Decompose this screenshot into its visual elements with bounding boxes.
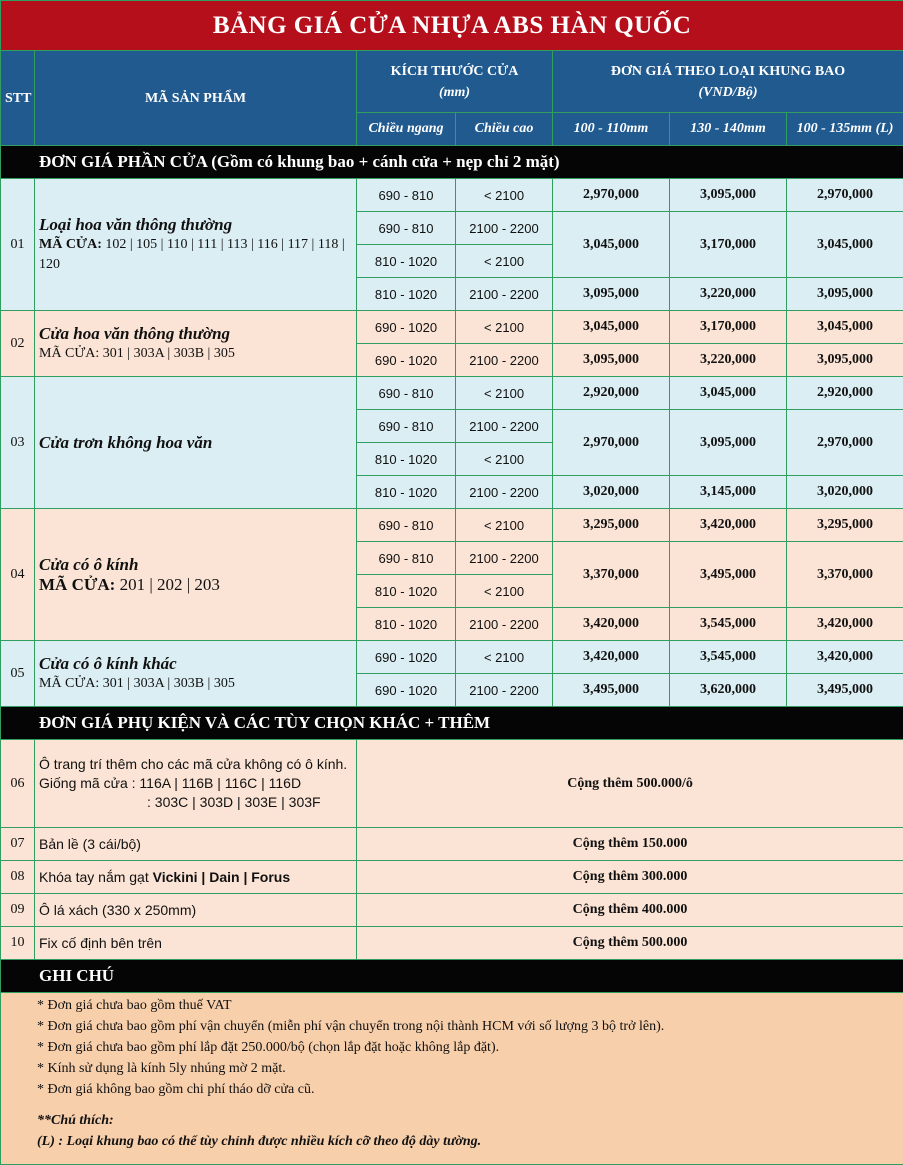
- product-cell: [35, 179, 357, 311]
- table-row: [1, 894, 903, 927]
- code-label: MÃ CỬA:: [39, 346, 99, 361]
- size-width: 690 - 810: [357, 542, 456, 575]
- header-size: [357, 51, 553, 113]
- product-codes: [39, 674, 352, 694]
- size-height: 2100 - 2200: [456, 212, 553, 245]
- price-frame-2: 3,095,000: [670, 179, 787, 212]
- header-size-title: KÍCH THƯỚC CỬA: [391, 64, 519, 79]
- header-price-unit: (VND/Bộ): [698, 85, 757, 100]
- size-height: < 2100: [456, 443, 553, 476]
- row-stt: 05: [1, 641, 35, 707]
- accessory-name: Khóa tay nắm gạt: [39, 869, 149, 885]
- size-width: 690 - 1020: [357, 641, 456, 674]
- price-frame-2: 3,095,000: [670, 410, 787, 476]
- header-frame-2: 130 - 140mm: [670, 113, 787, 146]
- size-width: 690 - 1020: [357, 311, 456, 344]
- price-frame-1: 3,045,000: [553, 311, 670, 344]
- size-height: 2100 - 2200: [456, 476, 553, 509]
- size-height: 2100 - 2200: [456, 674, 553, 707]
- header-width: Chiều ngang: [357, 113, 456, 146]
- header-frame-3: 100 - 135mm (L): [787, 113, 903, 146]
- price-frame-2: 3,145,000: [670, 476, 787, 509]
- size-height: 2100 - 2200: [456, 542, 553, 575]
- accessory-price: Cộng thêm 150.000: [357, 828, 903, 861]
- note-line: * Đơn giá không bao gồm chi phí tháo dỡ cửa cũ.: [37, 1079, 867, 1100]
- row-stt: 01: [1, 179, 35, 311]
- accessory-price: Cộng thêm 500.000/ô: [357, 740, 903, 828]
- price-frame-3: 3,495,000: [787, 674, 903, 707]
- price-frame-3: 3,370,000: [787, 542, 903, 608]
- product-cell: [35, 509, 357, 641]
- code-list: 201 | 202 | 203: [120, 575, 220, 594]
- price-frame-1: 3,045,000: [553, 212, 670, 278]
- price-frame-2: 3,170,000: [670, 212, 787, 278]
- size-width: 810 - 1020: [357, 575, 456, 608]
- accessory-price: Cộng thêm 300.000: [357, 861, 903, 894]
- header-frame-1: 100 - 110mm: [553, 113, 670, 146]
- price-frame-2: 3,220,000: [670, 278, 787, 311]
- product-cell: [35, 377, 357, 509]
- accessory-line: Ô trang trí thêm cho các mã cửa không có ô kính.: [39, 755, 352, 774]
- size-width: 690 - 810: [357, 179, 456, 212]
- size-height: < 2100: [456, 311, 553, 344]
- price-frame-2: 3,545,000: [670, 608, 787, 641]
- price-frame-2: 3,420,000: [670, 509, 787, 542]
- row-stt: 06: [1, 740, 35, 828]
- product-name: Cửa hoa văn thông thường: [39, 324, 352, 344]
- code-label: MÃ CỬA:: [39, 575, 115, 594]
- price-frame-1: 3,095,000: [553, 344, 670, 377]
- legend-text: (L) : Loại khung bao có thể tùy chỉnh được nhiều kích cỡ theo độ dày tường.: [37, 1131, 867, 1152]
- size-height: 2100 - 2200: [456, 410, 553, 443]
- notes-body: [1, 993, 903, 1165]
- section-notes: GHI CHÚ: [1, 960, 903, 993]
- row-stt: 07: [1, 828, 35, 861]
- accessory-desc: Ô lá xách (330 x 250mm): [35, 894, 357, 927]
- size-width: 690 - 1020: [357, 344, 456, 377]
- row-stt: 04: [1, 509, 35, 641]
- product-codes: [39, 575, 352, 595]
- code-label: MÃ CỬA:: [39, 676, 99, 691]
- table-row: [1, 311, 903, 344]
- accessory-line: : 303C | 303D | 303E | 303F: [39, 793, 352, 812]
- header-height: Chiều cao: [456, 113, 553, 146]
- header-price-title: ĐƠN GIÁ THEO LOẠI KHUNG BAO: [611, 64, 845, 79]
- size-width: 690 - 810: [357, 410, 456, 443]
- accessory-desc: [35, 861, 357, 894]
- price-frame-3: 2,920,000: [787, 377, 903, 410]
- header-stt: STT: [1, 51, 35, 146]
- table-row: [1, 377, 903, 410]
- table-row: [1, 927, 903, 960]
- product-name: Cửa có ô kính khác: [39, 654, 352, 674]
- size-height: < 2100: [456, 575, 553, 608]
- size-width: 690 - 1020: [357, 674, 456, 707]
- size-height: < 2100: [456, 179, 553, 212]
- size-height: < 2100: [456, 377, 553, 410]
- price-frame-1: 2,970,000: [553, 410, 670, 476]
- price-frame-2: 3,220,000: [670, 344, 787, 377]
- price-frame-1: 3,420,000: [553, 641, 670, 674]
- price-frame-3: 3,095,000: [787, 278, 903, 311]
- size-width: 690 - 810: [357, 212, 456, 245]
- size-height: 2100 - 2200: [456, 608, 553, 641]
- price-frame-1: 3,370,000: [553, 542, 670, 608]
- accessory-price: Cộng thêm 500.000: [357, 927, 903, 960]
- legend-title: **Chú thích:: [37, 1110, 867, 1131]
- price-frame-2: 3,170,000: [670, 311, 787, 344]
- accessory-desc: Fix cố định bên trên: [35, 927, 357, 960]
- size-width: 810 - 1020: [357, 245, 456, 278]
- code-list: 301 | 303A | 303B | 305: [103, 346, 235, 361]
- code-label: MÃ CỬA:: [39, 237, 102, 252]
- price-frame-3: 3,045,000: [787, 212, 903, 278]
- size-height: < 2100: [456, 509, 553, 542]
- accessory-line: Giống mã cửa : 116A | 116B | 116C | 116D: [39, 774, 352, 793]
- row-stt: 08: [1, 861, 35, 894]
- header-size-unit: (mm): [439, 85, 470, 100]
- price-frame-3: 2,970,000: [787, 179, 903, 212]
- code-list: 301 | 303A | 303B | 305: [103, 676, 235, 691]
- accessory-brands: Vickini | Dain | Forus: [153, 869, 291, 885]
- table-row: [1, 509, 903, 542]
- product-name: Loại hoa văn thông thường: [39, 215, 352, 235]
- table-row: [1, 740, 903, 828]
- accessory-price: Cộng thêm 400.000: [357, 894, 903, 927]
- size-width: 690 - 810: [357, 509, 456, 542]
- page-title: BẢNG GIÁ CỬA NHỰA ABS HÀN QUỐC: [1, 1, 903, 51]
- section-door-prices: ĐƠN GIÁ PHẦN CỬA (Gồm có khung bao + cánh cửa + nẹp chỉ 2 mặt): [1, 146, 903, 179]
- price-frame-1: 2,970,000: [553, 179, 670, 212]
- price-frame-2: 3,545,000: [670, 641, 787, 674]
- price-frame-3: 3,020,000: [787, 476, 903, 509]
- row-stt: 03: [1, 377, 35, 509]
- price-frame-3: 3,095,000: [787, 344, 903, 377]
- size-height: < 2100: [456, 641, 553, 674]
- row-stt: 10: [1, 927, 35, 960]
- price-frame-3: 3,045,000: [787, 311, 903, 344]
- table-row: [1, 179, 903, 212]
- product-cell: [35, 641, 357, 707]
- row-stt: 09: [1, 894, 35, 927]
- price-frame-2: 3,045,000: [670, 377, 787, 410]
- table-row: [1, 861, 903, 894]
- section-accessory-prices: ĐƠN GIÁ PHỤ KIỆN VÀ CÁC TÙY CHỌN KHÁC + THÊM: [1, 707, 903, 740]
- price-frame-1: 3,020,000: [553, 476, 670, 509]
- product-cell: [35, 311, 357, 377]
- price-frame-3: 3,420,000: [787, 608, 903, 641]
- note-line: * Kính sử dụng là kính 5ly nhúng mờ 2 mặt.: [37, 1058, 867, 1079]
- price-frame-1: 2,920,000: [553, 377, 670, 410]
- price-frame-1: 3,295,000: [553, 509, 670, 542]
- price-frame-2: 3,620,000: [670, 674, 787, 707]
- product-name: Cửa có ô kính: [39, 555, 352, 575]
- code-list: 102 | 105 | 110 | 111 | 113 | 116 | 117 | 118 | 120: [39, 237, 345, 272]
- size-width: 690 - 810: [357, 377, 456, 410]
- size-width: 810 - 1020: [357, 608, 456, 641]
- note-line: * Đơn giá chưa bao gồm phí vận chuyển (miễn phí vận chuyển trong nội thành HCM với số lượng 3 bộ trở lên).: [37, 1016, 867, 1037]
- product-codes: [39, 344, 352, 364]
- note-line: * Đơn giá chưa bao gồm phí lắp đặt 250.000/bộ (chọn lắp đặt hoặc không lắp đặt).: [37, 1037, 867, 1058]
- accessory-desc: [35, 740, 357, 828]
- table-row: [1, 828, 903, 861]
- header-product-code: MÃ SẢN PHẨM: [35, 51, 357, 146]
- size-width: 810 - 1020: [357, 443, 456, 476]
- product-name: Cửa trơn không hoa văn: [39, 433, 352, 453]
- price-frame-3: 2,970,000: [787, 410, 903, 476]
- price-frame-1: 3,420,000: [553, 608, 670, 641]
- price-frame-3: 3,295,000: [787, 509, 903, 542]
- price-frame-2: 3,495,000: [670, 542, 787, 608]
- size-height: 2100 - 2200: [456, 344, 553, 377]
- accessory-desc: Bản lề (3 cái/bộ): [35, 828, 357, 861]
- size-height: 2100 - 2200: [456, 278, 553, 311]
- size-width: 810 - 1020: [357, 278, 456, 311]
- note-line: * Đơn giá chưa bao gồm thuế VAT: [37, 995, 867, 1016]
- price-frame-1: 3,095,000: [553, 278, 670, 311]
- size-height: < 2100: [456, 245, 553, 278]
- row-stt: 02: [1, 311, 35, 377]
- price-frame-1: 3,495,000: [553, 674, 670, 707]
- size-width: 810 - 1020: [357, 476, 456, 509]
- table-row: [1, 641, 903, 674]
- product-codes: [39, 235, 352, 275]
- header-price: [553, 51, 903, 113]
- price-frame-3: 3,420,000: [787, 641, 903, 674]
